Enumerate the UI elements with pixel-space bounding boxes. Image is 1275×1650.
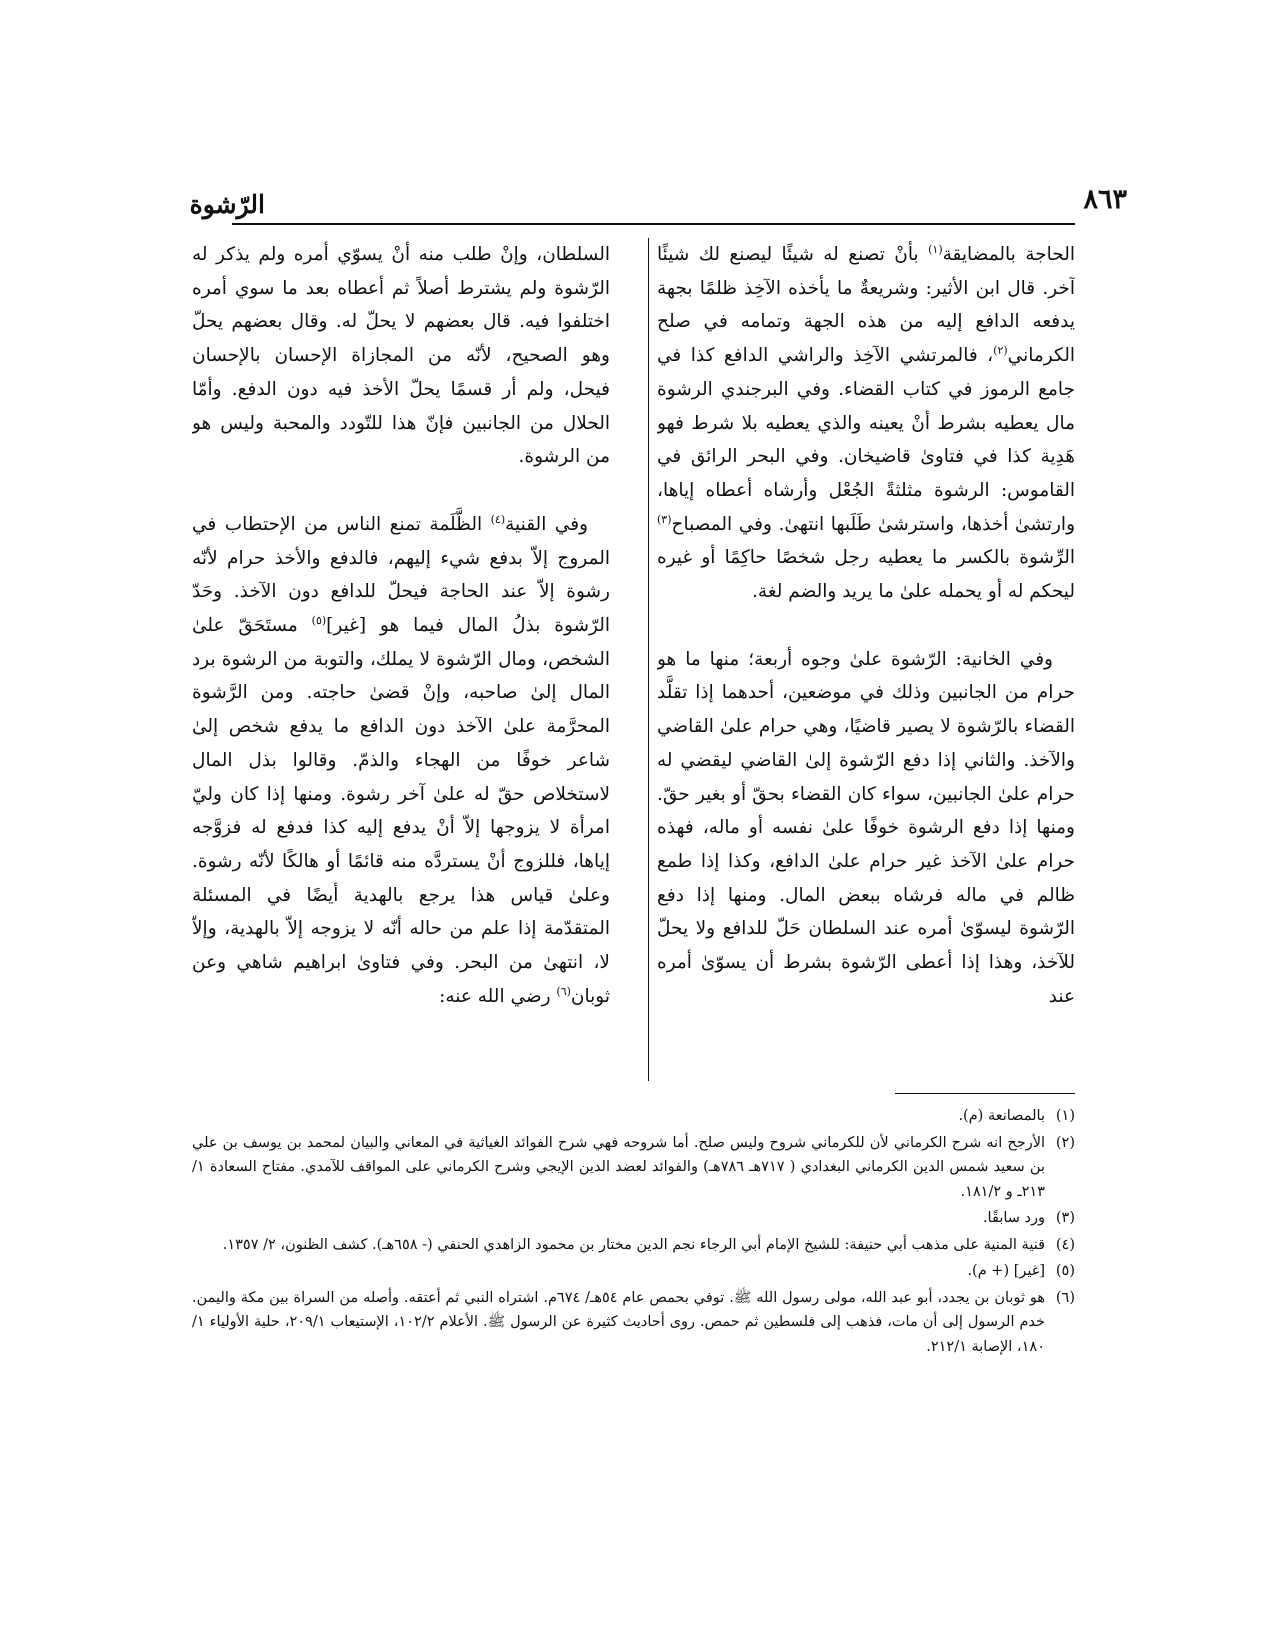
text-column-left	[192, 238, 610, 1086]
footnote-text: بالمصانعة (م).	[958, 1108, 1045, 1124]
footnotes	[192, 1104, 1075, 1361]
footnote-text: هو ثوبان بن يجدد، أبو عبد الله، مولى رسول الله ﷺ. توفي بحمص عام ٥٤هـ/ ٦٧٤م. اشتراه النبي ثم أعتقه. وأصله من السراة بين مكة واليمن. خدم الرسول إلى أن مات، فذهب إلى فلسطين ثم حمص. روى أحاديث كثيرة عن الرسول ﷺ. الأعلام ١٠٢/٢، الإستيعاب ٢٠٩/١، حلية الأولياء ١/ ١٨٠، الإصابة ٢١٢/١.	[192, 1289, 1046, 1355]
footnote	[192, 1104, 1075, 1129]
footnote	[192, 1259, 1075, 1284]
footnote-text: ورد سابقًا.	[982, 1210, 1045, 1226]
header-rule	[232, 223, 1075, 225]
footnote	[192, 1206, 1075, 1231]
footnote-number: (٤)	[1055, 1236, 1075, 1253]
footnote-number: (٣)	[1055, 1210, 1075, 1226]
footnote-number: (٢)	[1055, 1134, 1075, 1151]
footnote-number: (١)	[1055, 1108, 1075, 1124]
footnote-rule	[895, 1093, 1075, 1094]
running-title: الرّشوة	[189, 190, 265, 219]
paragraph: السلطان، وإنْ طلب منه أنْ يسوّي أمره ولم يذكر له الرّشوة ولم يشترط أصلاً ثم أعطاه بعد ما سوي أمره اختلفوا فيه. قال بعضهم لا يحلّ له. وقال بعضهم يحلّ وهو الصحيح، لأنّه من المجازاة الإحسان بالإحسان فيحل، ولم أر قسمًا يحلّ الأخذ فيه دون الدفع. وأمّا الحلال من الجانبين فإنّ هذا للتّودد والمحبة وليس هو من الرشوة.	[192, 244, 610, 468]
paragraph: الحاجة بالمضايقة$^{(١)}$ بأنْ تصنع له شيئًا ليصنع لك شيئًا آخر. قال ابن الأثير: وشريعةٌ ما يأخذه الآخِذ ظلمًا بجهة يدفعه الدافع إليه من هذه الجهة وتمامه في صلح الكرماني$^{(٢)}$، فالمرتشي الآخِذ والراشي الدافع كذا في جامع الرموز في كتاب القضاء. وفي البرجندي الرشوة مال يعطيه بشرط أنْ يعينه والذي يعطيه بلا شرط فهو هَدِية كذا في فتاوىٰ قاضيخان. وفي البحر الرائق في القاموس: الرشوة مثلثةً الجُعْل وأرشاه أعطاه إياها، وارتشىٰ أخذها، واسترشىٰ طَلَبها انتهىٰ. وفي المصباح$^{(٣)}$ الرِّشوة بالكسر ما يعطيه رجل شخصًا حاكِمًا أو غيره ليحكم له أو يحمله علىٰ ما يريد والضم لغة.	[657, 242, 1075, 603]
footnote-number: (٥)	[1055, 1263, 1075, 1279]
footnote-text: [غير] (+ م).	[967, 1263, 1045, 1279]
footnote-text: الأرجح انه شرح الكرماني لأن للكرماني شروح وليس صلح. أما شروحه فهي شرح الفوائد الغياثية في المعاني والبيان لمحمد بن يوسف بن علي بن سعيد شمس الدين الكرماني البغدادي ( ٧١٧هـ ٧٨٦هـ) والفوائد لعضد الدين الإيجي وشرح الكرماني على المواقف للآمدي. مفتاح السعادة ١/ ٢١٣ـ و ١٨١/٢.	[192, 1134, 1045, 1200]
footnote	[192, 1131, 1075, 1205]
column-divider	[648, 238, 649, 1081]
paragraph: وفي الخانية: الرّشوة علىٰ وجوه أربعة؛ منها ما هو حرام من الجانبين وذلك في موضعين، أحدهما إذا تقلَّد القضاء بالرّشوة لا يصير قاضيًا، وهي حرام علىٰ القاضي والآخذ. والثاني إذا دفع الرّشوة إلىٰ القاضي ليقضي له حرام علىٰ الجانبين، سواء كان القضاء بحقّ أو بغير حقّ. ومنها إذا دفع الرشوة خوفًا علىٰ نفسه أو ماله، فهذه حرام علىٰ الآخذ غير حرام علىٰ الدافع، وكذا إذا طمع ظالم في ماله فرشاه ببعض المال. ومنها إذا دفع الرّشوة ليسوّىٰ أمره عند السلطان حَلّ للدافع ولا يحلّ للآخذ، وهذا إذا أعطى الرّشوة بشرط أن يسوّىٰ أمره عند	[657, 648, 1075, 1007]
footnote-text: قنية المنية على مذهب أبي حنيفة: للشيخ الإمام أبي الرجاء نجم الدين مختار بن محمود الزاهدي الحنفي (- ٦٥٨هـ). كشف الظنون، ٢/ ١٣٥٧.	[222, 1236, 1045, 1253]
footnote	[192, 1286, 1075, 1360]
footnote	[192, 1233, 1075, 1258]
page-number: ٨٦٣	[1083, 184, 1127, 215]
footnote-number: (٦)	[1055, 1289, 1075, 1306]
paragraph: وفي القنية$^{(٤)}$ الظَّلَمة تمنع الناس من الإحتطاب في المروج إلاّ بدفع شيء إليهم، فالدفع والأخذ حرام لأنّه رشوة إلاّ عند الحاجة فيحلّ للدافع دون الآخذ. وحَدّ الرّشوة بذلُ المال فيما هو [غير]$^{(٥)}$ مستَحَقّ علىٰ الشخص، ومال الرّشوة لا يملك، والتوبة من الرشوة برد المال إلىٰ صاحبه، وإنْ قضىٰ حاجته. ومن الرَّشوة المحرَّمة علىٰ الآخذ دون الدافع ما يدفع شخص إلىٰ شاعر خوفًا من الهجاء والذمّ. وقالوا بذل المال لاستخلاص حقّ له علىٰ آخر رشوة. ومنها إذا كان وليّ امرأة لا يزوجها إلاّ أنْ يدفع إليه كذا فدفع له فزوَّجه إياها، فللزوج أنْ يستردَّه منه قائمًا أو هالكًا لأنّه رشوة. وعلىٰ قياس هذا يرجع بالهدية أيضًا في المسئلة المتقدّمة إذا علم من حاله أنّه لا يزوجه إلاّ بالهدية، وإلاّ لا، انتهىٰ من البحر. وفي فتاوىٰ ابراهيم شاهي وعن ثوبان$^{(٦)}$ رضي الله عنه:	[192, 512, 610, 1007]
text-column-right	[657, 238, 1075, 1086]
